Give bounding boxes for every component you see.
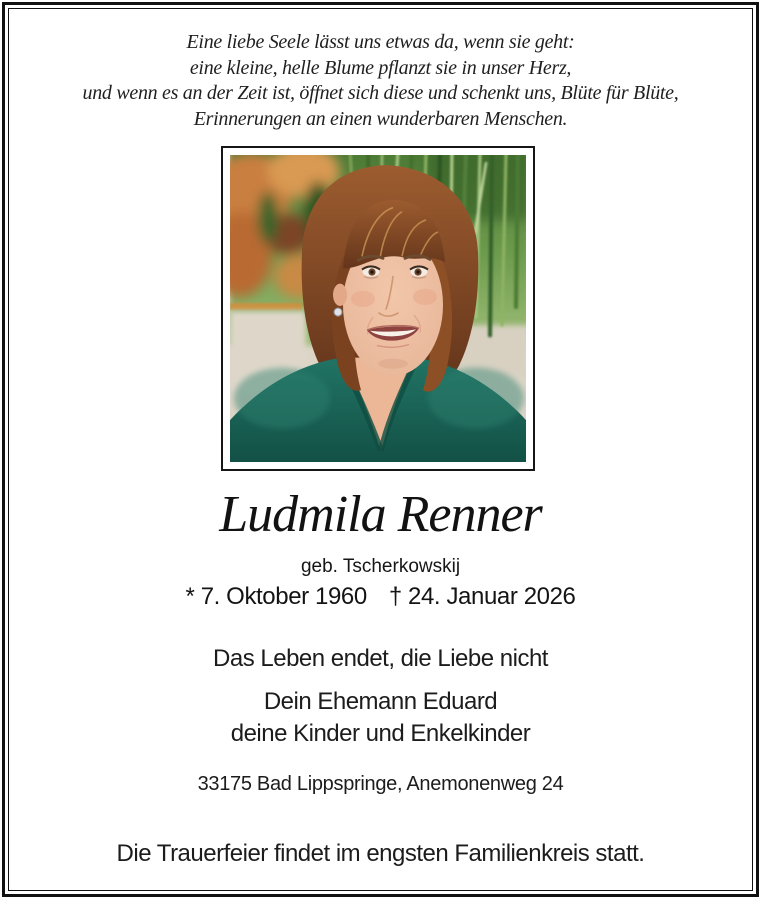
mourner-line-2: deine Kinder und Enkelkinder — [230, 720, 531, 747]
maiden-name: geb. Tscherkowskij — [300, 556, 461, 577]
address-line: 33175 Bad Lippspringe, Anemonenweg 24 — [197, 773, 564, 795]
poem-line-4: Erinnerungen an einen wunderbaren Menschen. — [193, 107, 568, 130]
poem-line-2: eine kleine, helle Blume pflanzt sie in unser Herz, — [189, 56, 572, 79]
motto-line: Das Leben endet, die Liebe nicht — [213, 645, 548, 672]
poem-line-3: und wenn es an der Zeit ist, öffnet sich diese und schenkt uns, Blüte für Blüte, — [82, 82, 679, 104]
earring — [334, 308, 342, 316]
mourner-line-1: Dein Ehemann Eduard — [263, 688, 498, 715]
birth-date: * 7. Oktober 1960 — [185, 583, 367, 610]
portrait-photo — [230, 155, 526, 462]
funeral-notice: Die Trauerfeier findet im engsten Familienkreis statt. — [116, 840, 645, 867]
photo-bg-rail — [230, 303, 302, 310]
deceased-name: Ludmila Renner — [219, 486, 542, 543]
portrait-photo-frame — [221, 146, 535, 471]
ear — [333, 284, 347, 306]
memorial-poem — [0, 30, 761, 132]
life-dates — [0, 583, 761, 611]
death-date: † 24. Januar 2026 — [388, 583, 576, 610]
poem-line-1: Eine liebe Seele lässt uns etwas da, wenn sie geht: — [186, 31, 575, 53]
